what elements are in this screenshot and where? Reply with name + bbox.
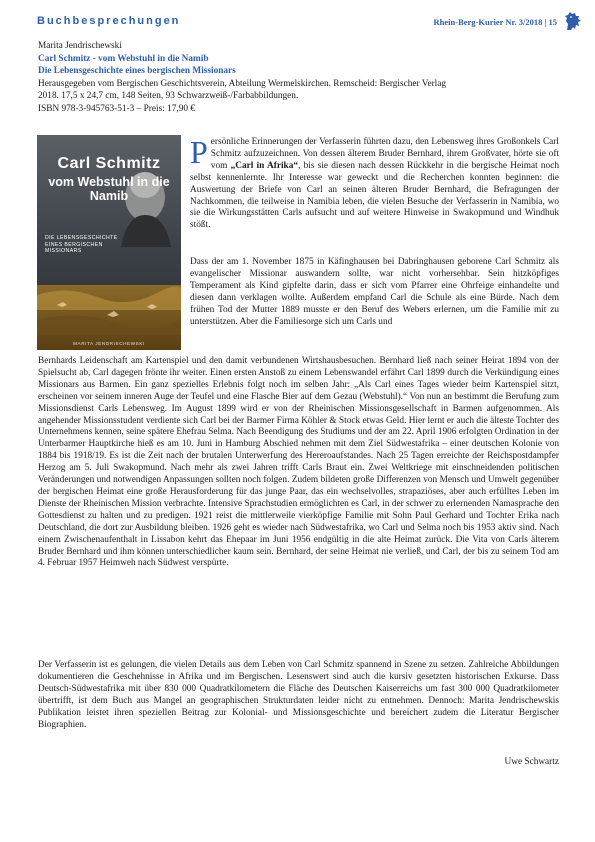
- review-paragraph-4: [38, 660, 559, 731]
- section-heading: Buchbesprechungen: [37, 15, 181, 27]
- drop-cap: P: [190, 134, 208, 170]
- review-paragraph-3-text: Bernhards Leidenschaft am Kartenspiel und den damit verbundenen Wirtshausbesuchen. Bernhard ließ nach seiner Heirat 1894 von der Spielsucht ab, Carl dagegen frönte ihr weiter. Einen ersten Anstoß zu einem Lebenswandel erfährt Carl 1899 durch die Verkündigung eines Missionars aus Barmen. Ein ganz spezielles Erlebnis folgt noch im selben Jahr: „Als Carl eines Tages wieder beim Kartenspiel sitzt, erscheinen vor seinem inneren Auge der Teufel und eine Flasche Bier auf dem Gezau (Webstuhl).“ Von nun an bestimmt die Berufung zum Missionsdienst Carls Lebensweg. Im August 1899 wird er von der Rheinischen Missionsgesellschaft in Barmen aufgenommen. Als angehender Missionsstudent verdiente sich Carl bei der Barmer Firma Köhler & Stock etwas Geld. Hier lernt er auch die älteste Tochter des Unternehmens kennen, seine spätere Ehefrau Selma. Nach Beendigung des Studiums und der am 22. April 1906 erfolgten Ordination in der Unterbarmer Hauptkirche hieß es am 10. Juni in Hamburg Abschied nehmen mit dem Ziel Südwestafrika – einer deutschen Kolonie von 1884 bis 1918/19. Es ist die Zeit nach der brutalen Unterwerfung des Hereroaufstandes. Nach 25 Tagen erreichte der Reichspostdampfer Herzog am 5. Juli Swakopmund. Nach mehr als zwei Jahren trifft Carls Braut ein. Zwei Weltkriege mit einschneidenden politischen Veränderungen und notwendigen Anpassungen sollten noch folgen. Zudem bildeten große Differenzen von Mensch und Umwelt gegenüber der bergischen Heimat eine große Herausforderung für das junge Paar, das ein wechselvolles, strapaziöses, aber auch erfülltes Leben im Dienste der Rheinischen Mission verbrachte. Intensive Sprachstudien ermöglichten es Carl, in der schwer zu erlernenden Namasprache den Gottesdienst zu halten und zu predigen. 1921 reist die mittlerweile vierköpfige Familie mit Sohn Paul Gerhard und Tochter Erika nach Deutschland, die dort zur Ausbildung bleiben. 1926 geht es wieder nach Südwestafrika, wo Carl und Selma noch bis 1953 aktiv sind. Nach einem Zwischenaufenthalt in Lissabon kehrt das Ehepaar im Juni 1956 endgültig in die alte Heimat zurück. Die Vita von Carls älterem Bruder Bernhard und ihm können unterschiedlicher kaum sein. Bernhard, der seine Heimat nie verließ, und Carl, der bis zu seinem Tod am 4. Februar 1957 Heimweh nach Südwest verspürte.: [38, 356, 559, 569]
- lion-crest-icon: [563, 10, 583, 32]
- book-publisher-info: Herausgegeben vom Bergischen Geschichtsverein, Abteilung Wermelskirchen. Remscheid: Bergischer Verlag: [38, 78, 447, 89]
- book-cover-image: [37, 135, 181, 350]
- cover-author: MARITA JENDRISCHEWSKI: [73, 341, 145, 346]
- review-paragraph-2-text: Dass der am 1. November 1875 in Käfinghausen bei Dabringhausen geborene Carl Schmitz als evangelischer Missionar auswandern sollte, war nicht vorhersehbar. Sein hitzköpfiges Temperament als Kind gipfelte darin, dass er sich vom Pfarrer eine Ohrfeige einhandelte und diesen dann verklagen wollte. Außerdem empfand Carl die Schule als eine Bürde. Nach dem frühen Tod der Mutter 1889 musste er den Beruf des Webers erlernen, um die Familie mit zu unterstützen. Aber die Familiesorge sich um Carls und: [190, 257, 559, 327]
- cover-title-line1: Carl Schmitz: [57, 155, 161, 172]
- review-paragraph-4-text: Der Verfasserin ist es gelungen, die vielen Details aus dem Leben von Carl Schmitz spannend in Szene zu setzen. Zahlreiche Abbildungen dokumentieren die Geschehnisse in Afrika und im Bergischen. Lesenswert sind auch die kursiv gesetzten historischen Exkurse. Dass Deutsch-Südwestafrika mit über 830 000 Quadratkilometern die Fläche des Deutschen Kaiserreichs um fast 300 000 Quadratkilometer übertrifft, ist dem Buch aus Mangel an geographischen Strukturdaten leider nicht zu entnehmen. Dennoch: Marita Jendrischewskis Publikation leistet ihren speziellen Beitrag zur Kolonial- und Missionsgeschichte und bereichert zudem die Literatur Bergischer Biographien.: [38, 660, 559, 730]
- book-title: Carl Schmitz - vom Webstuhl in die Namib: [38, 53, 209, 64]
- cover-subtitle: DIE LEBENSGESCHICHTE EINES BERGISCHEN MISSIONARS: [45, 235, 118, 254]
- book-author: Marita Jendrischewski: [38, 41, 122, 51]
- cover-title-line2: vom Webstuhl in die Namib: [48, 175, 170, 203]
- book-bibliography: [38, 40, 558, 116]
- reviewer-signature: Uwe Schwartz: [504, 757, 559, 767]
- journal-issue-page: Rhein-Berg-Kurier Nr. 3/2018 | 15: [433, 17, 557, 27]
- review-paragraph-3: [38, 356, 559, 570]
- review-quote-carl-in-afrika: „Carl in Afrika“: [230, 160, 299, 171]
- review-paragraph-1-part-a: ersönliche Erinnerungen der Verfasserin führten dazu, den Lebensweg ihres Großonkels Carl Schmitz aufzuzeichnen. Von dessen älterem Bruder Bernhard, ihrem Großvater, hörte sie oft vom: [210, 137, 559, 171]
- review-paragraph-2: [190, 257, 559, 328]
- review-paragraph-1-part-b: , bis sie diesen nach dessen Rückkehr in die bergische Heimat noch selbst kennenlernte. Ihr Interesse war geweckt und die Recherchen konnten beginnen: die Auswertung der Briefe von Carl an seinen älteren Bruder Bernhard, die Befragungen der Nachkommen, die teilweise in Namibia leben, die vielen Besuche der Verfasserin in Namibia, wo sie die Wirkungsstätten Carls aufsucht und auf weitere Hinweise in Swakopmund und Windhuk stößt.: [190, 160, 559, 231]
- book-format-info: 2018. 17,5 x 24,7 cm, 148 Seiten, 93 Schwarzweiß-/Farbabbildungen.: [38, 91, 299, 102]
- book-subtitle: Die Lebensgeschichte eines bergischen Missionars: [38, 66, 236, 77]
- review-paragraph-1: [190, 134, 559, 232]
- book-isbn-price: ISBN 978-3-945763-51-3 – Preis: 17,90 €: [38, 103, 196, 114]
